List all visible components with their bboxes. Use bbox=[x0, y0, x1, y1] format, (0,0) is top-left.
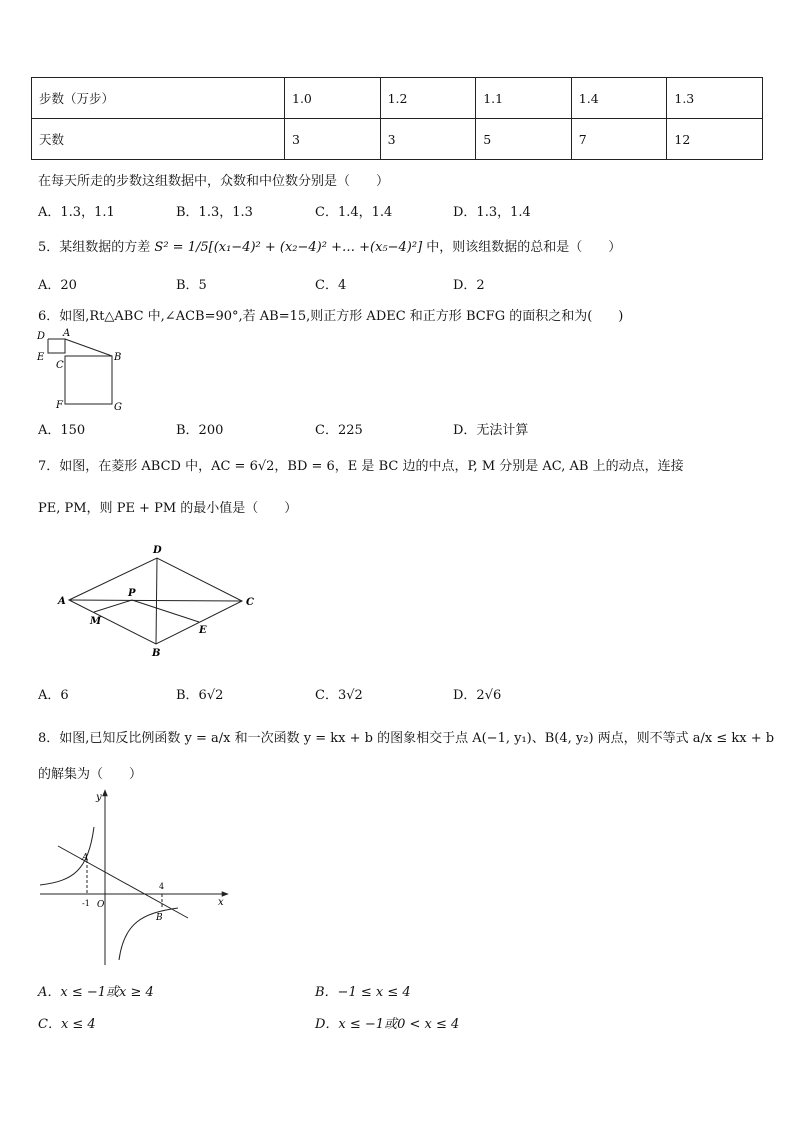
label-a: A bbox=[63, 328, 71, 339]
table-cell: 1.4 bbox=[571, 78, 667, 119]
table-cell: 1.3 bbox=[667, 78, 763, 119]
segment-pe bbox=[132, 600, 199, 622]
segment-pm bbox=[94, 600, 132, 612]
table-row bbox=[32, 78, 763, 119]
row-label: 步数（万步） bbox=[32, 78, 285, 119]
q6-figure bbox=[34, 326, 134, 416]
label-y: y bbox=[96, 792, 102, 803]
square-adec bbox=[48, 339, 65, 353]
label-x: x bbox=[218, 897, 224, 908]
q8-option-c: C．x ≤ 4 bbox=[38, 1017, 96, 1032]
label-p: P bbox=[128, 588, 136, 599]
label-a: A bbox=[82, 853, 89, 863]
q5-prefix: 5．某组数据的方差 bbox=[38, 240, 151, 255]
table-cell: 1.2 bbox=[380, 78, 476, 119]
label-d: D bbox=[153, 545, 162, 556]
q5-option-d: D．2 bbox=[453, 278, 485, 293]
q6-option-d: D．无法计算 bbox=[453, 423, 529, 438]
label-b: B bbox=[152, 648, 161, 659]
table-cell: 12 bbox=[667, 119, 763, 160]
label-c: C bbox=[56, 360, 64, 371]
q4-option-a: A．1.3，1.1 bbox=[38, 205, 115, 220]
hyperbola-right-branch bbox=[119, 908, 178, 960]
q7-rhombus-figure bbox=[52, 540, 262, 660]
label-g: G bbox=[114, 402, 122, 413]
table-cell: 3 bbox=[380, 119, 476, 160]
q4-text: 在每天所走的步数这组数据中，众数和中位数分别是（ ） bbox=[38, 174, 390, 189]
q4-option-d: D．1.3，1.4 bbox=[453, 205, 531, 220]
q7-option-b: B．6√2 bbox=[176, 688, 224, 703]
label-d: D bbox=[37, 331, 46, 342]
label-o: O bbox=[97, 900, 105, 910]
q8-option-d: D．x ≤ −1或0 < x ≤ 4 bbox=[315, 1017, 460, 1032]
q5-stem bbox=[38, 236, 621, 255]
q4-option-c: C．1.4，1.4 bbox=[315, 205, 393, 220]
q8-line2: 的解集为（ ） bbox=[38, 767, 143, 782]
q6-text: 6．如图,Rt△ABC 中,∠ACB=90°,若 AB=15,则正方形 ADEC 和正方形 BCFG 的面积之和为( ) bbox=[38, 309, 624, 324]
q5-option-a: A．20 bbox=[38, 278, 77, 293]
q8-graph-figure bbox=[38, 785, 238, 970]
q7-line1: 7．如图，在菱形 ABCD 中，AC = 6√2，BD = 6，E 是 BC 边的中点，P, M 分别是 AC, AB 上的动点，连接 bbox=[38, 459, 684, 474]
q5-suffix: 中，则该组数据的总和是（ ） bbox=[426, 240, 622, 255]
q7-option-a: A．6 bbox=[38, 688, 69, 703]
table-row bbox=[32, 119, 763, 160]
label-b: B bbox=[114, 352, 122, 363]
q5-formula: S² = 1/5[(x₁−4)² + (x₂−4)² +… +(x₅−4)²] bbox=[154, 240, 423, 255]
table-cell: 5 bbox=[476, 119, 572, 160]
q7-option-d: D．2√6 bbox=[453, 688, 502, 703]
q8-option-a: A．x ≤ −1或x ≥ 4 bbox=[38, 985, 154, 1000]
label-4: 4 bbox=[159, 882, 165, 891]
table-cell: 1.0 bbox=[285, 78, 381, 119]
label-b: B bbox=[156, 913, 163, 923]
diagonal-bd bbox=[156, 558, 157, 644]
square-bcfg bbox=[65, 356, 112, 404]
segment-ab bbox=[65, 339, 112, 356]
steps-table bbox=[31, 77, 763, 160]
label-e: E bbox=[37, 352, 45, 363]
label-a: A bbox=[58, 596, 66, 607]
table-cell: 1.1 bbox=[476, 78, 572, 119]
q4-option-b: B．1.3，1.3 bbox=[176, 205, 253, 220]
q8-line1: 8．如图,已知反比例函数 y = a/x 和一次函数 y = kx + b 的图象相交于点 A(−1, y₁)、B(4, y₂) 两点，则不等式 a/x ≤ kx + b bbox=[38, 731, 775, 746]
label-c: C bbox=[246, 597, 254, 608]
line-kx-b bbox=[58, 846, 188, 918]
q6-option-c: C．225 bbox=[315, 423, 363, 438]
label-m: M bbox=[90, 616, 102, 627]
q6-option-b: B．200 bbox=[176, 423, 224, 438]
q6-option-a: A．150 bbox=[38, 423, 86, 438]
q7-line2: PE, PM，则 PE + PM 的最小值是（ ） bbox=[38, 501, 298, 516]
q7-option-c: C．3√2 bbox=[315, 688, 363, 703]
q5-option-c: C．4 bbox=[315, 278, 347, 293]
label-minus-1: -1 bbox=[82, 899, 90, 908]
q5-option-b: B．5 bbox=[176, 278, 207, 293]
table-cell: 3 bbox=[285, 119, 381, 160]
label-f: F bbox=[56, 400, 63, 411]
diagonal-ac bbox=[69, 600, 242, 601]
row-label: 天数 bbox=[32, 119, 285, 160]
label-e: E bbox=[199, 625, 207, 636]
table-cell: 7 bbox=[571, 119, 667, 160]
q8-option-b: B．−1 ≤ x ≤ 4 bbox=[315, 985, 411, 1000]
